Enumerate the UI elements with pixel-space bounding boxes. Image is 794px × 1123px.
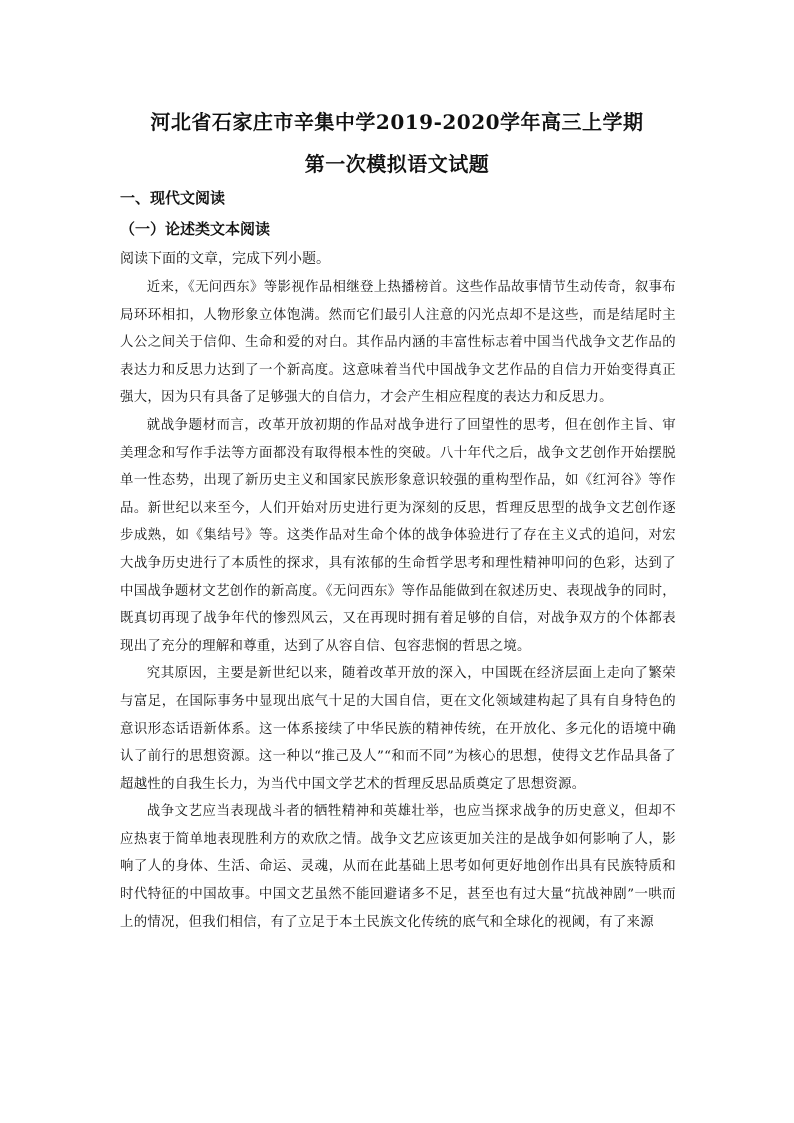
subsection-heading: （一）论述类文本阅读 [120, 220, 271, 238]
document-title-line-2: 第一次模拟语文试题 [304, 152, 490, 176]
reading-instruction: 阅读下面的文章，完成下列小题。 [120, 251, 330, 267]
article-paragraph-3: 究其原因，主要是新世纪以来，随着改革开放的深入，中国既在经济层面上走向了繁荣与富足，在国际事务中显现出底气十足的大国自信，更在文化领域建构起了具有自身特色的意识形态话语新体系。这一体系接续了中华民族的精神传统，在开放化、多元化的语境中确认了前行的思想资源。这一种以“推己及人”“和而不同”为核心的思想，使得文艺作品具备了超越性的自我生长力，为当代中国文学艺术的哲理反思品质奠定了思想资源。 [120, 666, 676, 792]
article-paragraph-2: 就战争题材而言，改革开放初期的作品对战争进行了回望性的思考，但在创作主旨、审美理念和写作手法等方面都没有取得根本性的突破。八十年代之后，战争文艺创作开始摆脱单一性态势，出现了新历史主义和国家民族形象意识较强的重构型作品，如《红河谷》等作品。新世纪以来至今，人们开始对历史进行更为深刻的反思，哲理反思型的战争文艺创作逐步成熟，如《集结号》等。这类作品对生命个体的战争体验进行了存在主义式的追问，对宏大战争历史进行了本质性的探求，具有浓郁的生命哲学思考和理性精神叩问的色彩，达到了中国战争题材文艺创作的新高度。《无问西东》等作品能做到在叙述历史、表现战争的同时，既真切再现了战争年代的惨烈风云，又在再现时拥有着足够的自信，对战争双方的个体都表现出了充分的理解和尊重，达到了从容自信、包容悲悯的哲思之境。 [120, 417, 676, 654]
article-paragraph-1: 近来，《无问西东》等影视作品相继登上热播榜首。这些作品故事情节生动传奇，叙事布局环环相扣，人物形象立体饱满。然而它们最引人注意的闪光点却不是这些，而是结尾时主人公之间关于信仰、生命和爱的对白。其作品内涵的丰富性标志着中国当代战争文艺作品的表达力和反思力达到了一个新高度。这意味着当代中国战争文艺作品的自信力开始变得真正强大，因为只有具备了足够强大的自信力，才会产生相应程度的表达力和反思力。 [120, 280, 676, 406]
document-title-line-1: 河北省石家庄市辛集中学2019-2020学年高三上学期 [150, 110, 644, 134]
section-heading: 一、现代文阅读 [120, 189, 226, 207]
article-paragraph-4: 战争文艺应当表现战斗者的牺牲精神和英雄壮举，也应当探求战争的历史意义，但却不应热衷于简单地表现胜利方的欢欣之情。战争文艺应该更加关注的是战争如何影响了人，影响了人的身体、生活、命运、灵魂，从而在此基础上思考如何更好地创作出具有民族特质和时代特征的中国故事。中国文艺虽然不能回避诸多不足，甚至也有过大量“抗战神剧”一哄而上的情况，但我们相信，有了立足于本土民族文化传统的底气和全球化的视阈，有了来源 [120, 804, 676, 930]
article-body [120, 274, 676, 936]
